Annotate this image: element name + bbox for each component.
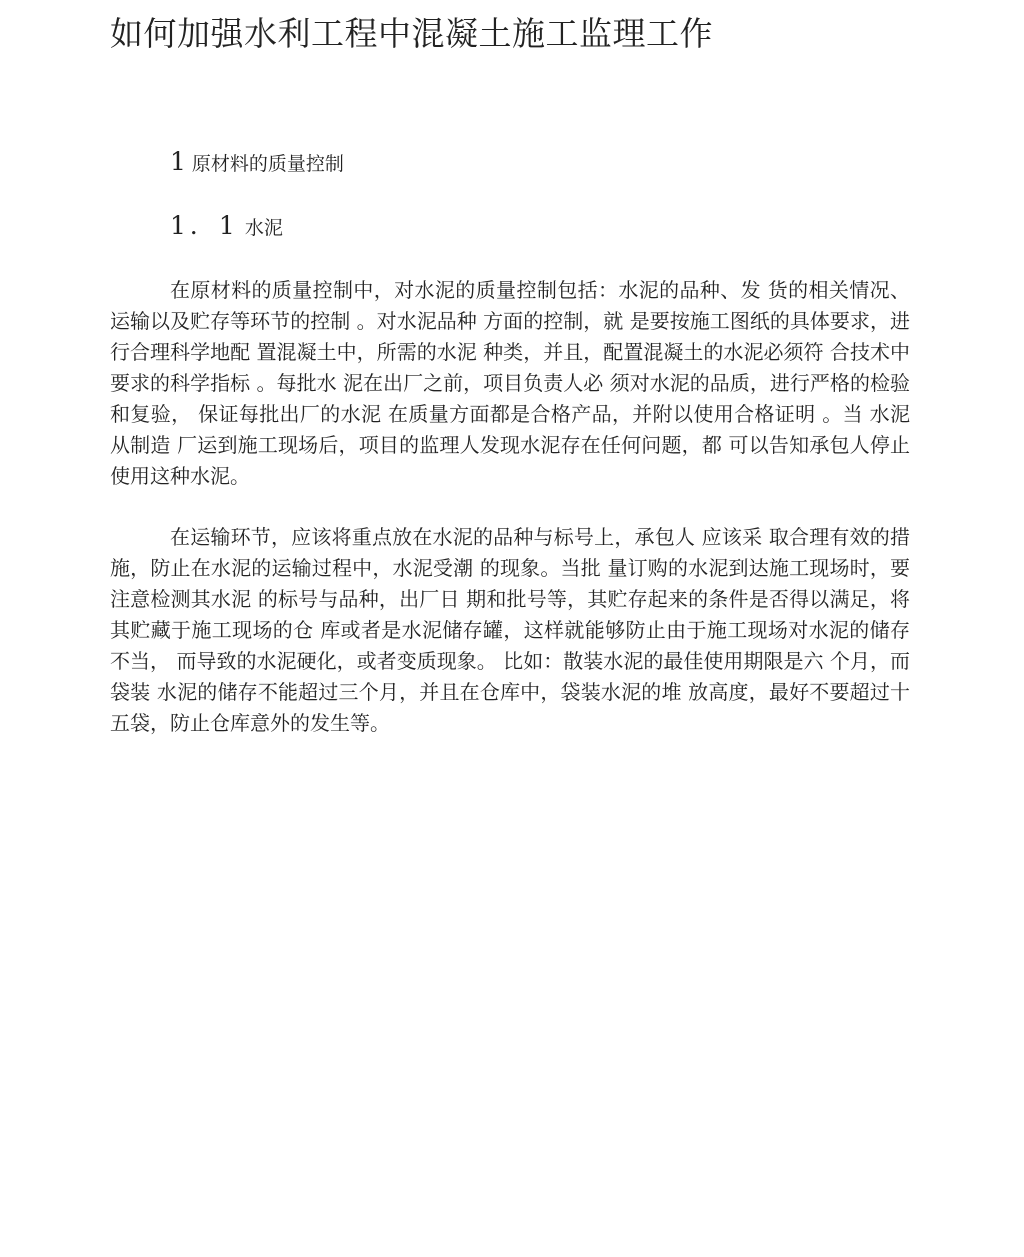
subsection-heading [170, 210, 283, 244]
paragraph: 在运输环节，应该将重点放在水泥的品种与标号上，承包人 应该采 取合理有效的措施，防止在水泥的运输过程中，水泥受潮 的现象。当批 量订购的水泥到达施工现场时，要注意检测其水泥 的标号与品种，出厂日 期和批号等，其贮存起来的条件是否得以满足，将其贮藏于施工现场的仓 库或者是水泥储存罐，这样就能够防止由于施工现场对水泥的储存不当， 而导致的水泥硬化，或者变质现象。 比如：散装水泥的最佳使用期限是六 个月，而袋装 水泥的储存不能超过三个月，并且在仓库中，袋装水泥的堆 放高度，最好不要超过十五袋，防止仓库意外的发生等。 [110, 525, 910, 735]
paragraph: 在原材料的质量控制中，对水泥的质量控制包括：水泥的品种、发 货的相关情况、运输以及贮存等环节的控制 。对水泥品种 方面的控制，就 是要按施工图纸的具体要求，进行合理科学地配 置混凝土中，所需的水泥 种类，并且，配置混凝土的水泥必须符 合技术中要求的科学指标 。每批水 泥在出厂之前，项目负责人必 须对水泥的品质，进行严格的检验和复验， 保证每批出厂的水泥 在质量方面都是合格产品，并附以使用合格证明 。当 水泥从制造 厂运到施工现场后，项目的监理人发现水泥存在任何问题，都 可以告知承包人停止使用这种水泥。 [110, 278, 910, 488]
subsection-label: 水泥 [244, 217, 283, 239]
section-label: 原材料的质量控制 [191, 153, 344, 175]
section-number: 1 [170, 147, 186, 176]
document-title: 如何加强水利工程中混凝土施工监理工作 [110, 14, 713, 53]
subsection-number: 1．1 [170, 211, 239, 240]
section-heading [170, 146, 344, 180]
